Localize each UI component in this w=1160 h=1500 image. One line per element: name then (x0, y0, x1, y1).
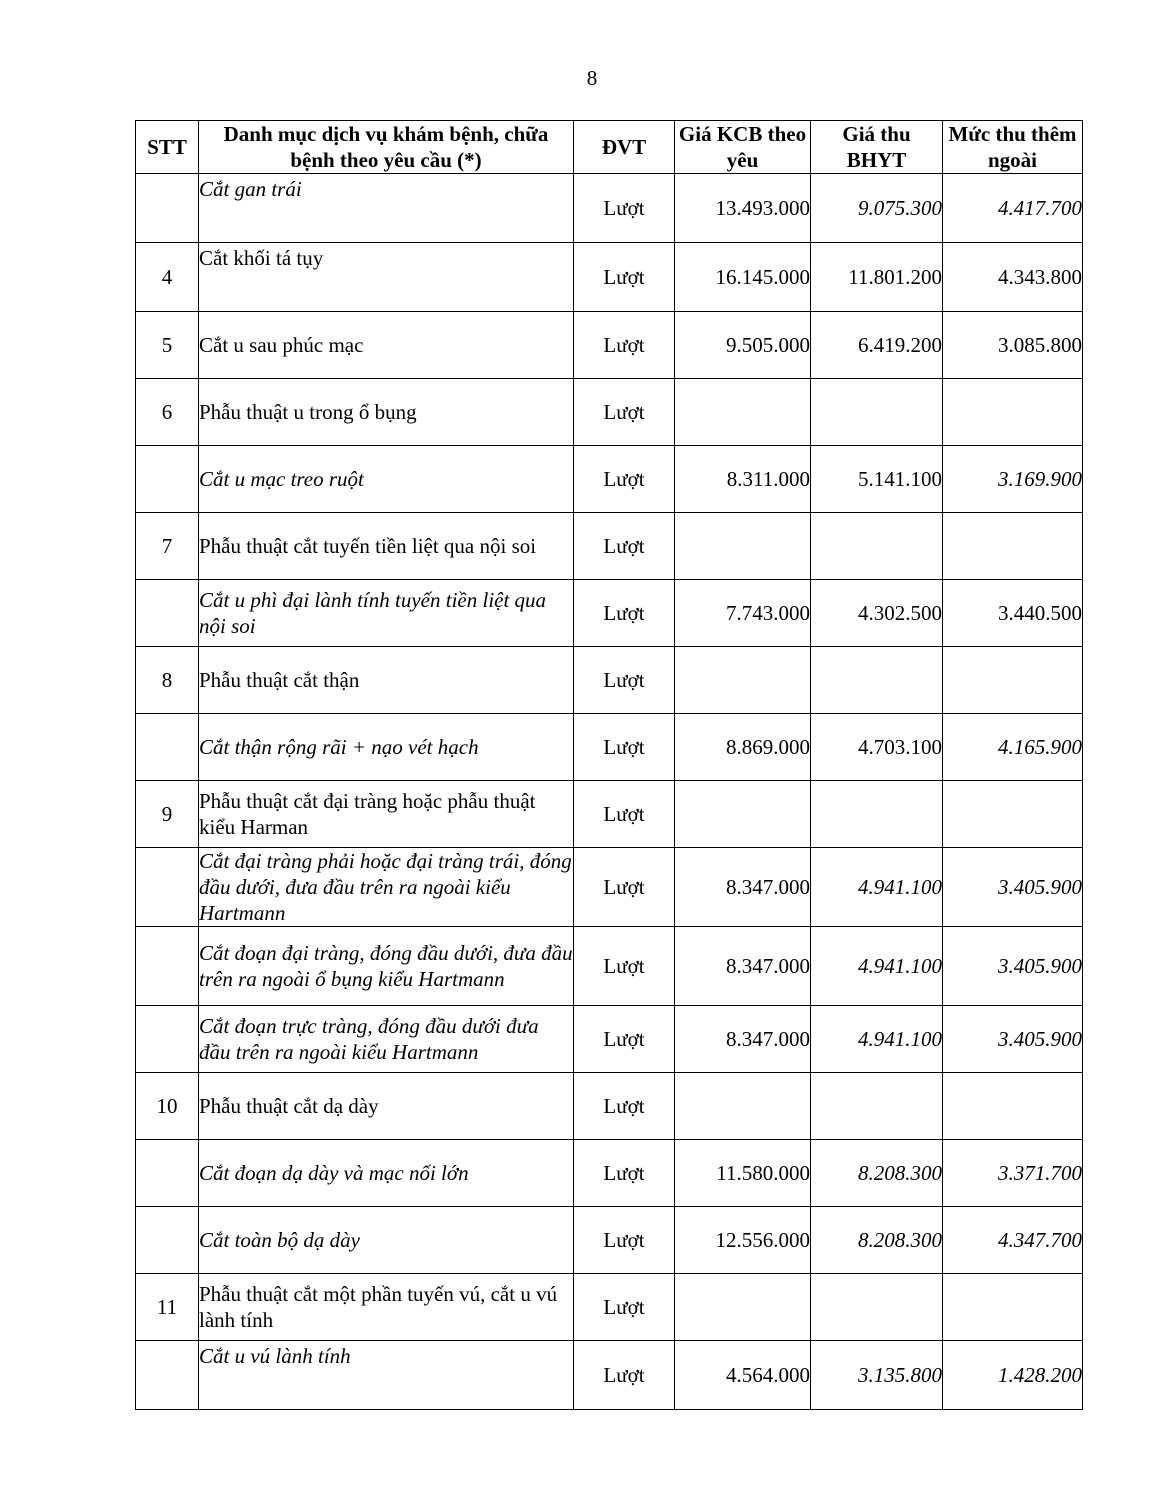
cell-unit: Lượt (574, 1073, 675, 1140)
cell-extra-fee: 3.440.500 (943, 580, 1083, 647)
cell-price-kcb: 9.505.000 (675, 312, 811, 379)
table-row (136, 1073, 1083, 1140)
cell-stt: 11 (136, 1274, 199, 1341)
cell-price-bhyt (811, 647, 943, 714)
cell-service-name: Cắt đoạn đại tràng, đóng đầu dưới, đưa đầu trên ra ngoài ổ bụng kiểu Hartmann (199, 927, 574, 1006)
table-row (136, 714, 1083, 781)
table-row (136, 312, 1083, 379)
cell-unit: Lượt (574, 781, 675, 848)
cell-unit: Lượt (574, 580, 675, 647)
cell-unit: Lượt (574, 647, 675, 714)
cell-extra-fee (943, 513, 1083, 580)
cell-price-bhyt: 4.941.100 (811, 1006, 943, 1073)
cell-stt: 6 (136, 379, 199, 446)
table-row (136, 647, 1083, 714)
header-price-kcb: Giá KCB theo yêu (675, 121, 811, 174)
cell-stt (136, 174, 199, 243)
cell-stt: 9 (136, 781, 199, 848)
cell-extra-fee: 3.405.900 (943, 927, 1083, 1006)
cell-extra-fee (943, 379, 1083, 446)
cell-stt (136, 927, 199, 1006)
cell-extra-fee: 3.405.900 (943, 848, 1083, 927)
table-row (136, 781, 1083, 848)
cell-service-name: Cắt toàn bộ dạ dày (199, 1207, 574, 1274)
cell-price-bhyt: 9.075.300 (811, 174, 943, 243)
table-row (136, 513, 1083, 580)
cell-stt (136, 1006, 199, 1073)
cell-price-bhyt: 5.141.100 (811, 446, 943, 513)
table-row (136, 1006, 1083, 1073)
header-extra-fee: Mức thu thêm ngoài (943, 121, 1083, 174)
cell-price-bhyt: 3.135.800 (811, 1341, 943, 1410)
header-unit: ĐVT (574, 121, 675, 174)
cell-price-bhyt: 8.208.300 (811, 1207, 943, 1274)
cell-extra-fee: 3.371.700 (943, 1140, 1083, 1207)
cell-unit: Lượt (574, 1274, 675, 1341)
cell-price-kcb: 16.145.000 (675, 243, 811, 312)
cell-extra-fee: 1.428.200 (943, 1341, 1083, 1410)
cell-unit: Lượt (574, 714, 675, 781)
cell-price-bhyt (811, 1073, 943, 1140)
cell-price-kcb: 8.347.000 (675, 927, 811, 1006)
cell-stt (136, 580, 199, 647)
cell-price-bhyt (811, 379, 943, 446)
cell-service-name: Phẫu thuật cắt thận (199, 647, 574, 714)
cell-price-bhyt (811, 513, 943, 580)
table-row (136, 580, 1083, 647)
cell-price-kcb: 7.743.000 (675, 580, 811, 647)
cell-price-kcb: 13.493.000 (675, 174, 811, 243)
table-row (136, 446, 1083, 513)
cell-service-name: Cắt u phì đại lành tính tuyến tiền liệt qua nội soi (199, 580, 574, 647)
cell-unit: Lượt (574, 174, 675, 243)
cell-price-kcb (675, 513, 811, 580)
cell-price-kcb: 8.347.000 (675, 848, 811, 927)
cell-price-bhyt: 4.703.100 (811, 714, 943, 781)
cell-stt: 10 (136, 1073, 199, 1140)
cell-unit: Lượt (574, 848, 675, 927)
cell-unit: Lượt (574, 312, 675, 379)
cell-service-name: Cắt u sau phúc mạc (199, 312, 574, 379)
cell-service-name: Cắt đoạn dạ dày và mạc nối lớn (199, 1140, 574, 1207)
cell-price-kcb (675, 1073, 811, 1140)
cell-price-kcb (675, 1274, 811, 1341)
cell-price-kcb: 8.347.000 (675, 1006, 811, 1073)
cell-price-kcb: 12.556.000 (675, 1207, 811, 1274)
cell-extra-fee (943, 1073, 1083, 1140)
table-row (136, 243, 1083, 312)
table-row (136, 379, 1083, 446)
cell-extra-fee (943, 647, 1083, 714)
cell-stt (136, 1140, 199, 1207)
cell-service-name: Cắt gan trái (199, 174, 574, 243)
cell-price-kcb: 11.580.000 (675, 1140, 811, 1207)
cell-service-name: Phẫu thuật cắt tuyến tiền liệt qua nội soi (199, 513, 574, 580)
cell-unit: Lượt (574, 446, 675, 513)
cell-service-name: Cắt thận rộng rãi + nạo vét hạch (199, 714, 574, 781)
header-service-name: Danh mục dịch vụ khám bệnh, chữa bệnh theo yêu cầu (*) (199, 121, 574, 174)
cell-stt (136, 714, 199, 781)
cell-price-bhyt (811, 1274, 943, 1341)
cell-price-kcb: 8.869.000 (675, 714, 811, 781)
cell-service-name: Phẫu thuật cắt dạ dày (199, 1073, 574, 1140)
cell-extra-fee: 4.417.700 (943, 174, 1083, 243)
header-row (136, 121, 1083, 174)
cell-service-name: Cắt đoạn trực tràng, đóng đầu dưới đưa đầu trên ra ngoài kiểu Hartmann (199, 1006, 574, 1073)
table-row (136, 1274, 1083, 1341)
cell-unit: Lượt (574, 1140, 675, 1207)
cell-service-name: Cắt u mạc treo ruột (199, 446, 574, 513)
page-number: 8 (586, 66, 598, 90)
table-row (136, 174, 1083, 243)
cell-unit: Lượt (574, 1207, 675, 1274)
cell-stt: 8 (136, 647, 199, 714)
cell-unit: Lượt (574, 379, 675, 446)
cell-stt: 5 (136, 312, 199, 379)
cell-extra-fee: 3.085.800 (943, 312, 1083, 379)
cell-extra-fee (943, 1274, 1083, 1341)
cell-service-name: Cắt đại tràng phải hoặc đại tràng trái, đóng đầu dưới, đưa đầu trên ra ngoài kiểu Hartmann (199, 849, 572, 925)
header-stt: STT (136, 121, 199, 174)
cell-stt (136, 1207, 199, 1274)
cell-price-kcb: 8.311.000 (675, 446, 811, 513)
cell-service-name: Cắt khối tá tụy (199, 243, 574, 312)
cell-unit: Lượt (574, 513, 675, 580)
cell-service-name: Phẫu thuật cắt một phần tuyến vú, cắt u vú lành tính (199, 1274, 574, 1341)
header-price-bhyt: Giá thu BHYT (811, 121, 943, 174)
cell-price-kcb (675, 379, 811, 446)
cell-unit: Lượt (574, 243, 675, 312)
table-row (136, 848, 1083, 927)
cell-price-bhyt: 4.302.500 (811, 580, 943, 647)
cell-stt (136, 446, 199, 513)
cell-price-bhyt: 4.941.100 (811, 848, 943, 927)
cell-stt (136, 848, 199, 927)
service-fee-table (135, 120, 1083, 1410)
cell-extra-fee (943, 781, 1083, 848)
table-row (136, 1341, 1083, 1410)
cell-price-kcb (675, 781, 811, 848)
cell-stt: 7 (136, 513, 199, 580)
cell-price-bhyt: 4.941.100 (811, 927, 943, 1006)
cell-price-bhyt (811, 781, 943, 848)
cell-extra-fee: 4.347.700 (943, 1207, 1083, 1274)
table-row (136, 1207, 1083, 1274)
cell-price-bhyt: 6.419.200 (811, 312, 943, 379)
cell-price-kcb: 4.564.000 (675, 1341, 811, 1410)
cell-service-name: Cắt u vú lành tính (199, 1341, 574, 1410)
table-row (136, 1140, 1083, 1207)
cell-service-name: Phẫu thuật cắt đại tràng hoặc phẫu thuật kiểu Harman (199, 781, 574, 848)
cell-price-bhyt: 11.801.200 (811, 243, 943, 312)
cell-extra-fee: 3.169.900 (943, 446, 1083, 513)
cell-stt: 4 (136, 243, 199, 312)
cell-extra-fee: 4.165.900 (943, 714, 1083, 781)
cell-price-bhyt: 8.208.300 (811, 1140, 943, 1207)
cell-extra-fee: 3.405.900 (943, 1006, 1083, 1073)
cell-unit: Lượt (574, 1006, 675, 1073)
table-row (136, 927, 1083, 1006)
cell-unit: Lượt (574, 927, 675, 1006)
cell-price-kcb (675, 647, 811, 714)
cell-unit: Lượt (574, 1341, 675, 1410)
cell-stt (136, 1341, 199, 1410)
cell-extra-fee: 4.343.800 (943, 243, 1083, 312)
cell-service-name: Phẫu thuật u trong ổ bụng (199, 379, 574, 446)
